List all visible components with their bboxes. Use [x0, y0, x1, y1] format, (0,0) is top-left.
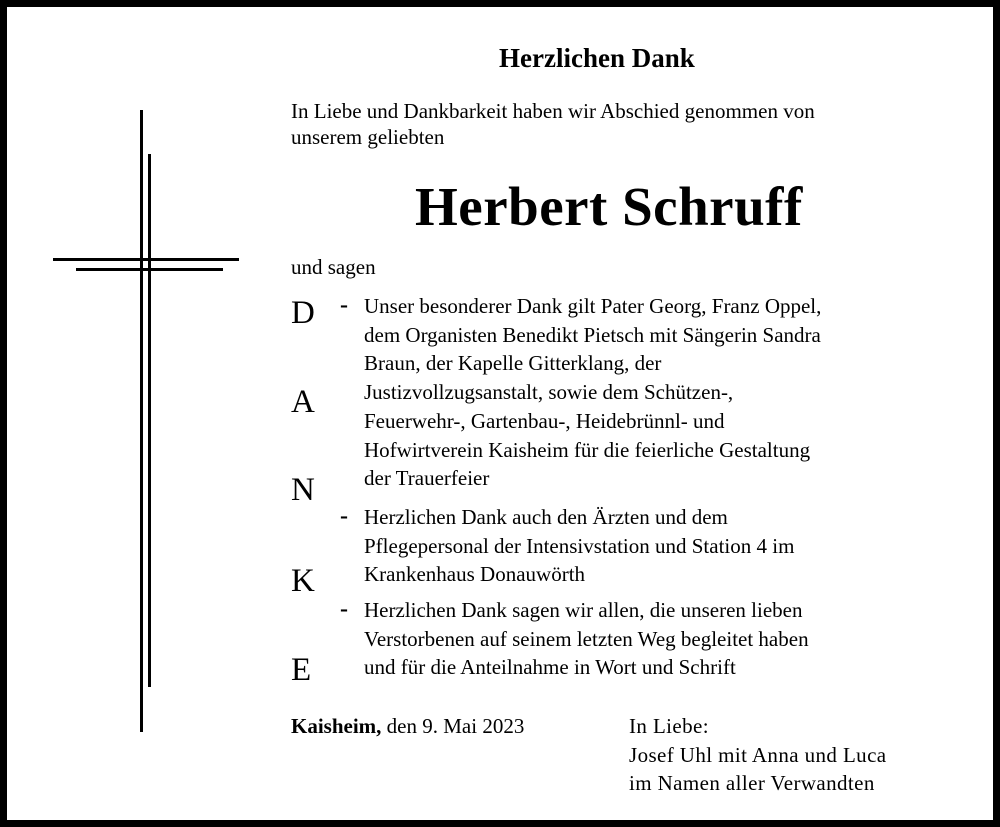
- signature-in-liebe: In Liebe:: [629, 714, 709, 738]
- danke-letter-n: N: [291, 472, 315, 508]
- intro-line-1: In Liebe und Dankbarkeit haben wir Abschied genommen von: [291, 99, 815, 123]
- thanks-paragraph-1-line: Unser besonderer Dank gilt Pater Georg, Franz Oppel,: [364, 294, 822, 318]
- bullet-dash-1: -: [340, 292, 348, 318]
- danke-letter-k: K: [291, 563, 315, 599]
- signature-relatives: im Namen aller Verwandten: [629, 771, 875, 795]
- danke-letter-e: E: [291, 652, 312, 688]
- signature-place-date: [291, 714, 524, 739]
- thanks-paragraph-1-line: Justizvollzugsanstalt, sowie dem Schützen-,: [364, 380, 734, 404]
- thanks-paragraph-3-line: Herzlichen Dank sagen wir allen, die unseren lieben: [364, 598, 803, 622]
- thanks-paragraph-1-line: dem Organisten Benedikt Pietsch mit Sängerin Sandra: [364, 323, 821, 347]
- signature-names: Josef Uhl mit Anna und Luca: [629, 743, 887, 767]
- thanks-paragraph-2-line: Pflegepersonal der Intensivstation und Station 4 im: [364, 534, 795, 558]
- signature-date: den 9. Mai 2023: [381, 714, 525, 738]
- thanks-paragraph-3-line: Verstorbenen auf seinem letzten Weg begleitet haben: [364, 627, 809, 651]
- thanks-paragraph-1-line: Hofwirtverein Kaisheim für die feierliche Gestaltung: [364, 438, 811, 462]
- und-sagen-text: und sagen: [291, 255, 376, 279]
- thanks-paragraph-2-line: Krankenhaus Donauwörth: [364, 562, 586, 586]
- notice-heading: Herzlichen Dank: [499, 43, 695, 73]
- signature-place: Kaisheim,: [291, 714, 382, 738]
- thanks-paragraph-3-line: und für die Anteilnahme in Wort und Schrift: [364, 655, 736, 679]
- bullet-dash-2: -: [340, 503, 348, 529]
- thanks-paragraph-1-line: Feuerwehr-, Gartenbau-, Heidebrünnl- und: [364, 409, 725, 433]
- intro-line-2: unserem geliebten: [291, 125, 445, 149]
- bullet-dash-3: -: [340, 596, 348, 622]
- thanks-paragraph-2-line: Herzlichen Dank auch den Ärzten und dem: [364, 505, 728, 529]
- danke-letter-d: D: [291, 295, 315, 331]
- danke-letter-a: A: [291, 384, 315, 420]
- deceased-name: Herbert Schruff: [415, 176, 803, 237]
- thanks-paragraph-1-line: Braun, der Kapelle Gitterklang, der: [364, 351, 662, 375]
- thanks-paragraph-1-line: der Trauerfeier: [364, 466, 490, 490]
